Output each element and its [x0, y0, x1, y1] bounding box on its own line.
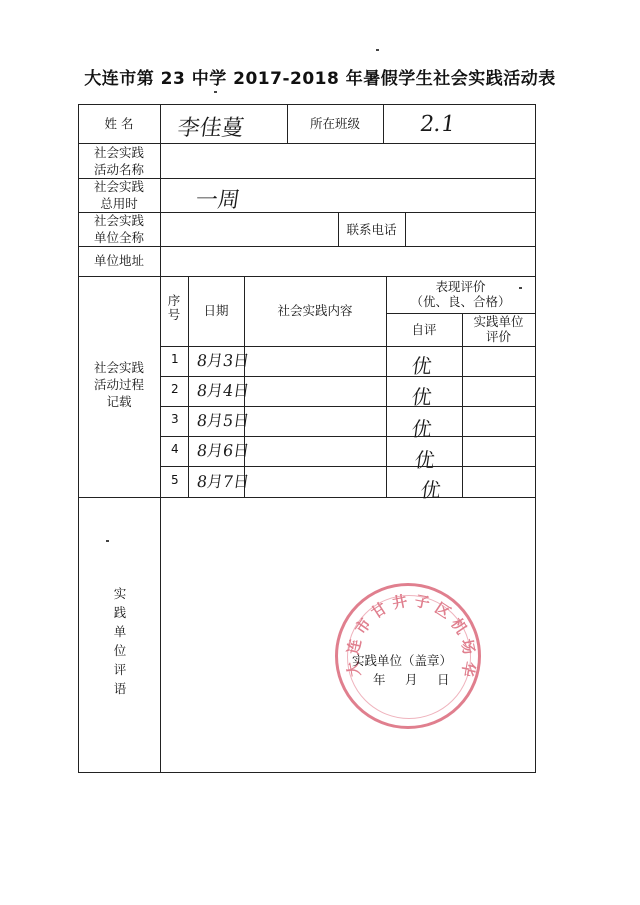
col-date-header: 日期	[203, 303, 229, 318]
row-line	[160, 406, 535, 407]
table-row-self-eval: 优	[419, 478, 443, 502]
stamp-line-label: 实践单位（盖章）	[352, 653, 453, 668]
col-content-header: 社会实践内容	[277, 303, 353, 318]
class-value: 2.1	[418, 112, 457, 137]
seal-char: 连	[343, 637, 365, 656]
col-seq-header: 序 号	[167, 293, 181, 322]
seal-char: 场	[457, 637, 479, 656]
unit-name-label: 社会实践 单位全称	[93, 213, 144, 245]
table-row-self-eval: 优	[410, 385, 434, 409]
name-value: 李佳蔓	[175, 116, 246, 141]
total-time-label: 社会实践 总用时	[93, 179, 144, 211]
row-line	[78, 246, 535, 247]
date-year-label: 年	[373, 672, 386, 687]
seal-char: 市	[351, 614, 375, 638]
table-row-self-eval: 优	[410, 417, 434, 441]
total-time-value: 一周	[193, 188, 242, 213]
date-month-label: 月	[405, 672, 418, 687]
seal-char: 子	[413, 591, 432, 613]
seal-char: 井	[390, 591, 409, 613]
table-border-bottom	[78, 772, 535, 773]
scan-speck	[519, 287, 522, 289]
scan-speck	[106, 540, 109, 542]
row-line	[78, 276, 535, 277]
table-row-date: 8月7日	[195, 472, 251, 491]
name-label: 姓 名	[104, 116, 134, 131]
address-label: 单位地址	[93, 253, 144, 268]
seal-char: 甘	[367, 598, 391, 623]
class-label: 所在班级	[309, 116, 360, 131]
table-row-date: 8月6日	[195, 441, 251, 460]
cell-divider	[383, 104, 384, 143]
process-section-label: 社会实践 活动过程 记载	[93, 360, 144, 409]
table-row-date: 8月4日	[195, 381, 251, 400]
seal-char: 华	[457, 660, 479, 679]
table-border-right	[535, 104, 536, 773]
row-line	[78, 497, 535, 498]
seal-char: 区	[431, 598, 455, 623]
table-row-seq: 2	[171, 382, 179, 396]
process-divider	[386, 276, 387, 497]
date-day-label: 日	[437, 672, 450, 687]
table-row-self-eval: 优	[413, 448, 437, 472]
phone-label: 联系电话	[346, 222, 397, 237]
scan-speck	[214, 91, 217, 93]
table-border-top	[78, 104, 535, 105]
table-row-seq: 1	[171, 352, 179, 366]
table-row-seq: 5	[171, 473, 179, 487]
row-line	[160, 346, 535, 347]
comment-section-label: 实 践 单 位 评 语	[113, 586, 127, 696]
page-title: 大连市第 23 中学 2017-2018 年暑假学生社会实践活动表	[84, 69, 556, 89]
row-line	[160, 466, 535, 467]
label-column-divider	[160, 104, 161, 773]
seal-char: 大	[343, 660, 365, 679]
seal-char: 机	[447, 614, 471, 638]
table-row-seq: 3	[171, 412, 179, 426]
col-self-header: 自评	[411, 322, 437, 337]
table-row-self-eval: 优	[410, 354, 434, 378]
table-row-date: 8月3日	[195, 351, 251, 370]
row-line	[160, 376, 535, 377]
scan-speck	[376, 49, 379, 51]
col-eval-header: 表现评价 （优、良、合格）	[410, 279, 511, 309]
cell-divider	[405, 212, 406, 246]
row-line	[160, 436, 535, 437]
table-row-date: 8月5日	[195, 411, 251, 430]
activity-name-label: 社会实践 活动名称	[93, 145, 144, 177]
table-row-seq: 4	[171, 442, 179, 456]
col-unit-eval-header: 实践单位 评价	[473, 314, 524, 344]
